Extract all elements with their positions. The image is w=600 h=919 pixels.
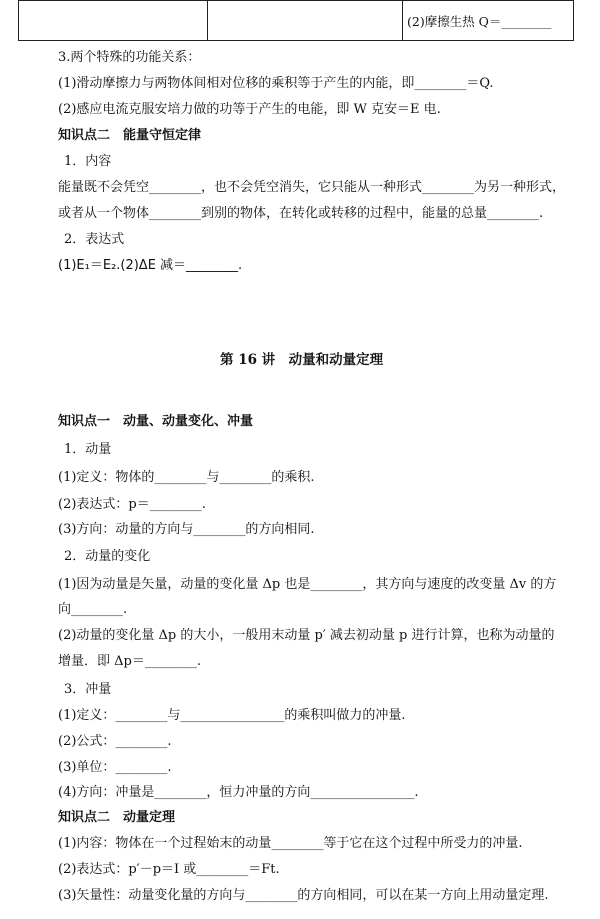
kp2-sub-expression: 2．表达式 bbox=[64, 232, 125, 247]
change-item2-line1: (2)动量的变化量 Δp 的大小，一般用末动量 p′ 减去初动量 p 进行计算，也称为动量的 bbox=[58, 628, 555, 643]
table-cell-2 bbox=[208, 1, 403, 41]
section3-heading: 3.两个特殊的功能关系： bbox=[58, 50, 201, 65]
table-cell-3: (2)摩擦生热 Q＝________ bbox=[403, 1, 574, 41]
table-cell-1 bbox=[19, 1, 208, 41]
change-item2-line2: 增量．即 Δp＝________. bbox=[58, 654, 201, 669]
lecture-title: 第 16 讲 动量和动量定理 bbox=[220, 352, 384, 368]
change-item1-line1: (1)因为动量是矢量，动量的变化量 Δp 也是________，其方向与速度的改变量 Δv 的方 bbox=[58, 577, 557, 592]
change-subheading: 2．动量的变化 bbox=[64, 549, 151, 564]
impulse-definition: (1)定义：________与________________的乘积叫做力的冲量. bbox=[58, 708, 406, 723]
section3-item2: (2)感应电流克服安培力做的功等于产生的电能，即 W 克安＝E 电. bbox=[58, 102, 441, 117]
kp2-heading: 知识点二 能量守恒定律 bbox=[58, 128, 202, 143]
impulse-direction: (4)方向：冲量是________，恒力冲量的方向________________. bbox=[58, 785, 419, 800]
kp2-sub-content: 1．内容 bbox=[64, 154, 112, 169]
change-item1-line2: 向________. bbox=[58, 602, 128, 617]
momentum-definition: (1)定义：物体的________与________的乘积. bbox=[58, 470, 315, 485]
kp1-heading: 知识点一 动量、动量变化、冲量 bbox=[58, 414, 254, 429]
impulse-subheading: 3．冲量 bbox=[64, 682, 112, 697]
theorem-vector: (3)矢量性：动量变化量的方向与________的方向相同，可以在某一方向上用动量定理. bbox=[58, 888, 549, 903]
impulse-formula: (2)公式：________. bbox=[58, 734, 172, 749]
theorem-content: (1)内容：物体在一个过程始末的动量________等于它在这个过程中所受力的冲量. bbox=[58, 836, 523, 851]
theorem-heading: 知识点二 动量定理 bbox=[58, 810, 176, 825]
top-table bbox=[18, 0, 574, 41]
impulse-unit: (3)单位：________. bbox=[58, 760, 172, 775]
kp2-expression: (1)E₁＝E₂.(2)ΔE 减＝________. bbox=[58, 258, 243, 273]
section3-item1: (1)滑动摩擦力与两物体间相对位移的乘积等于产生的内能，即________＝Q. bbox=[58, 76, 494, 91]
theorem-expression: (2)表达式：p′－p＝I 或________＝Ft. bbox=[58, 862, 280, 877]
momentum-direction: (3)方向：动量的方向与________的方向相同. bbox=[58, 522, 315, 537]
kp2-content-line2: 或者从一个物体________到别的物体，在转化或转移的过程中，能量的总量________. bbox=[58, 206, 544, 221]
momentum-expression: (2)表达式：p＝________. bbox=[58, 497, 206, 512]
momentum-subheading: 1．动量 bbox=[64, 442, 112, 457]
kp2-content-line1: 能量既不会凭空________，也不会凭空消失，它只能从一种形式________为另一种形式， bbox=[58, 180, 566, 195]
